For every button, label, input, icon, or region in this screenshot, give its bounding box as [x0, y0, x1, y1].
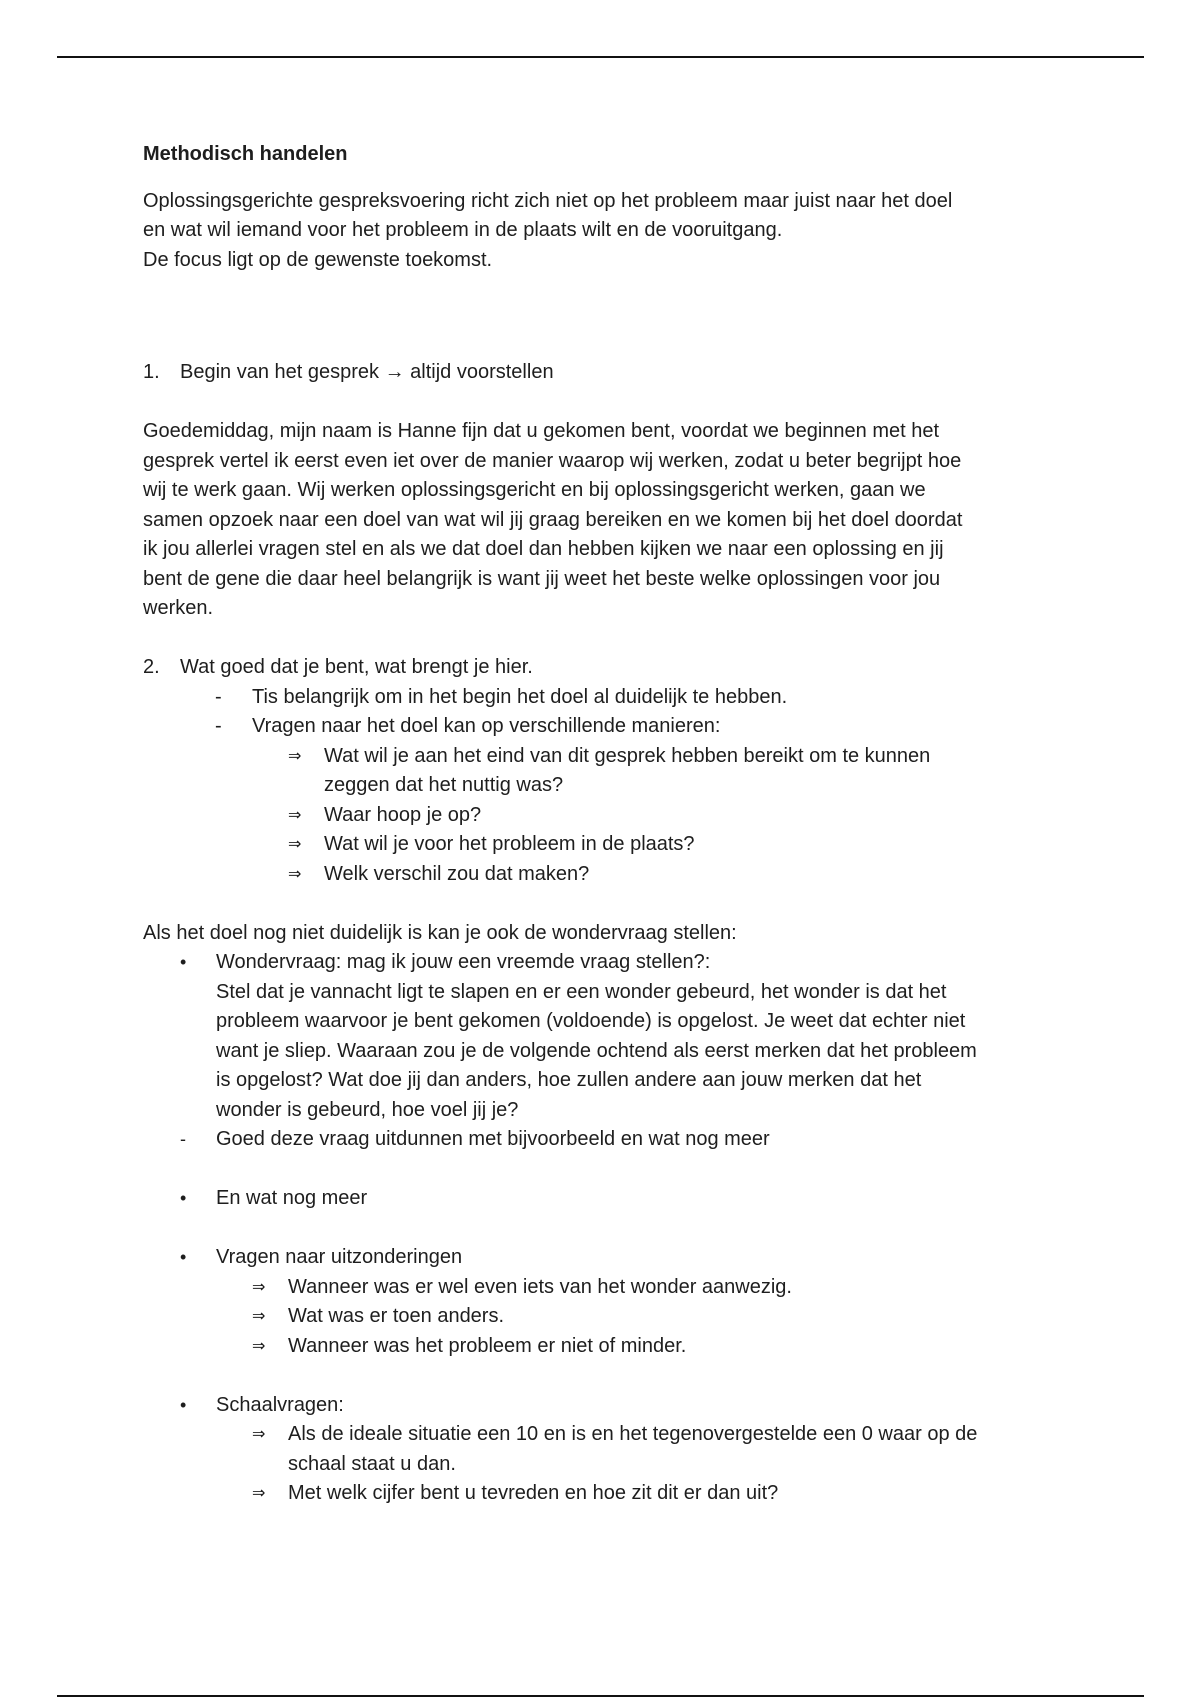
introduction-paragraph	[143, 417, 1063, 624]
list-item-text: Als de ideale situatie een 10 en is en het tegenovergestelde een 0 waar op de schaal staat u dan.	[288, 1423, 978, 1475]
double-arrow-icon: ⇒	[252, 1308, 266, 1325]
text-line: werken.	[143, 597, 214, 619]
list-item	[143, 1273, 1063, 1303]
list-item-text: Schaalvragen:	[216, 1393, 344, 1416]
list-item	[143, 742, 1063, 801]
text-line: Goedemiddag, mijn naam is Hanne fijn dat u gekomen bent, voordat we beginnen met het	[143, 420, 940, 442]
list-item	[143, 1420, 1063, 1479]
list-item-text: Wondervraag: mag ik jouw een vreemde vraag stellen?: Stel dat je vannacht ligt te slapen en er een wonder gebeurd, het wonder is dat het probleem waarvoor je bent gekomen (voldoende) is opgelost. Je weet dat echter niet want je sliep. Waaraan zou je de volgende ochtend als eerst merken dat het probleem is opgelost? Wat doe jij dan anders, hoe zullen andere aan jouw merken dat het wonder is gebeurd, hoe voel jij je?	[216, 951, 977, 1121]
list-item	[143, 1391, 1063, 1421]
step-number: 2.	[143, 656, 160, 678]
text-line: gesprek vertel ik eerst even iet over de manier waarop wij werken, zodat u beter begrijpt hoe	[143, 449, 962, 472]
list-item	[143, 1184, 1063, 1214]
list-item-text: Wanneer was het probleem er niet of minder.	[288, 1334, 687, 1357]
text-line: De focus ligt op de gewenste toekomst.	[143, 248, 493, 271]
list-item-text: Welk verschil zou dat maken?	[324, 862, 590, 885]
list-item	[143, 712, 1063, 742]
list-item-text: Vragen naar uitzonderingen	[216, 1246, 463, 1268]
list-item-text: Wat wil je aan het eind van dit gesprek hebben bereikt om te kunnen zeggen dat het nuttig was?	[324, 744, 931, 796]
list-item-text: Tis belangrijk om in het begin het doel al duidelijk te hebben.	[252, 685, 788, 708]
list-item	[143, 860, 1063, 890]
document-title: Methodisch handelen	[143, 143, 348, 165]
list-item	[143, 830, 1063, 860]
list-item-text: Goed deze vraag uitdunnen met bijvoorbeeld en wat nog meer	[216, 1128, 770, 1150]
bullet-icon: •	[180, 952, 187, 972]
list-item	[143, 948, 1063, 1125]
list-item	[143, 1302, 1063, 1332]
text-line: wij te werk gaan. Wij werken oplossingsgericht en bij oplossingsgericht werken, gaan we	[143, 479, 926, 501]
bullet-icon: •	[180, 1188, 187, 1208]
list-item-text: Vragen naar het doel kan op verschillende manieren:	[252, 715, 721, 737]
list-item	[143, 683, 1063, 713]
double-arrow-icon: ⇒	[252, 1278, 266, 1296]
double-arrow-icon: ⇒	[288, 747, 302, 765]
double-arrow-icon: ⇒	[288, 865, 302, 883]
double-arrow-icon: ⇒	[288, 806, 302, 824]
step-1	[143, 358, 1063, 388]
list-item	[143, 1243, 1063, 1273]
text-line: ik jou allerlei vragen stel en als we dat doel dan hebben kijken we naar een oplossing en jij	[143, 538, 944, 560]
miracle-intro: Als het doel nog niet duidelijk is kan je ook de wondervraag stellen:	[143, 921, 737, 944]
list-item-text: Met welk cijfer bent u tevreden en hoe zit dit er dan uit?	[288, 1482, 779, 1504]
list-item-text: Waar hoop je op?	[324, 803, 482, 826]
text-line: en wat wil iemand voor het probleem in de plaats wilt en de vooruitgang.	[143, 219, 783, 241]
dash-icon: -	[180, 1129, 186, 1149]
step-number: 1.	[143, 361, 160, 383]
list-item-text: Wat was er toen anders.	[288, 1305, 505, 1327]
document-page	[143, 140, 1063, 1509]
right-arrow-icon: →	[384, 361, 405, 383]
bullet-icon: •	[180, 1394, 187, 1415]
step-label: Wat goed dat je bent, wat brengt je hier.	[180, 656, 533, 678]
double-arrow-icon: ⇒	[288, 836, 302, 853]
list-item	[143, 1125, 1063, 1155]
double-arrow-icon: ⇒	[252, 1426, 266, 1443]
dash-icon: -	[215, 685, 222, 708]
bullet-icon: •	[180, 1247, 187, 1267]
dash-icon: -	[215, 715, 222, 737]
list-item	[143, 801, 1063, 831]
text-line: bent de gene die daar heel belangrijk is want jij weet het beste welke oplossingen voor jou	[143, 567, 941, 590]
list-item-text: En wat nog meer	[216, 1187, 368, 1209]
list-item	[143, 1332, 1063, 1362]
intro-paragraph	[143, 187, 1063, 276]
list-item	[143, 1479, 1063, 1509]
list-item-text: Wat wil je voor het probleem in de plaats?	[324, 833, 695, 855]
step-label: Begin van het gesprek → altijd voorstellen	[180, 361, 554, 383]
footer-rule	[57, 1695, 1144, 1697]
list-item-text: Wanneer was er wel even iets van het wonder aanwezig.	[288, 1275, 792, 1298]
step-2	[143, 653, 1063, 683]
text-line: samen opzoek naar een doel van wat wil jij graag bereiken en we komen bij het doel doordat	[143, 508, 963, 531]
header-rule	[57, 56, 1144, 58]
text-line: Oplossingsgerichte gespreksvoering richt zich niet op het probleem maar juist naar het doel	[143, 189, 953, 212]
double-arrow-icon: ⇒	[252, 1337, 266, 1355]
double-arrow-icon: ⇒	[252, 1485, 266, 1502]
